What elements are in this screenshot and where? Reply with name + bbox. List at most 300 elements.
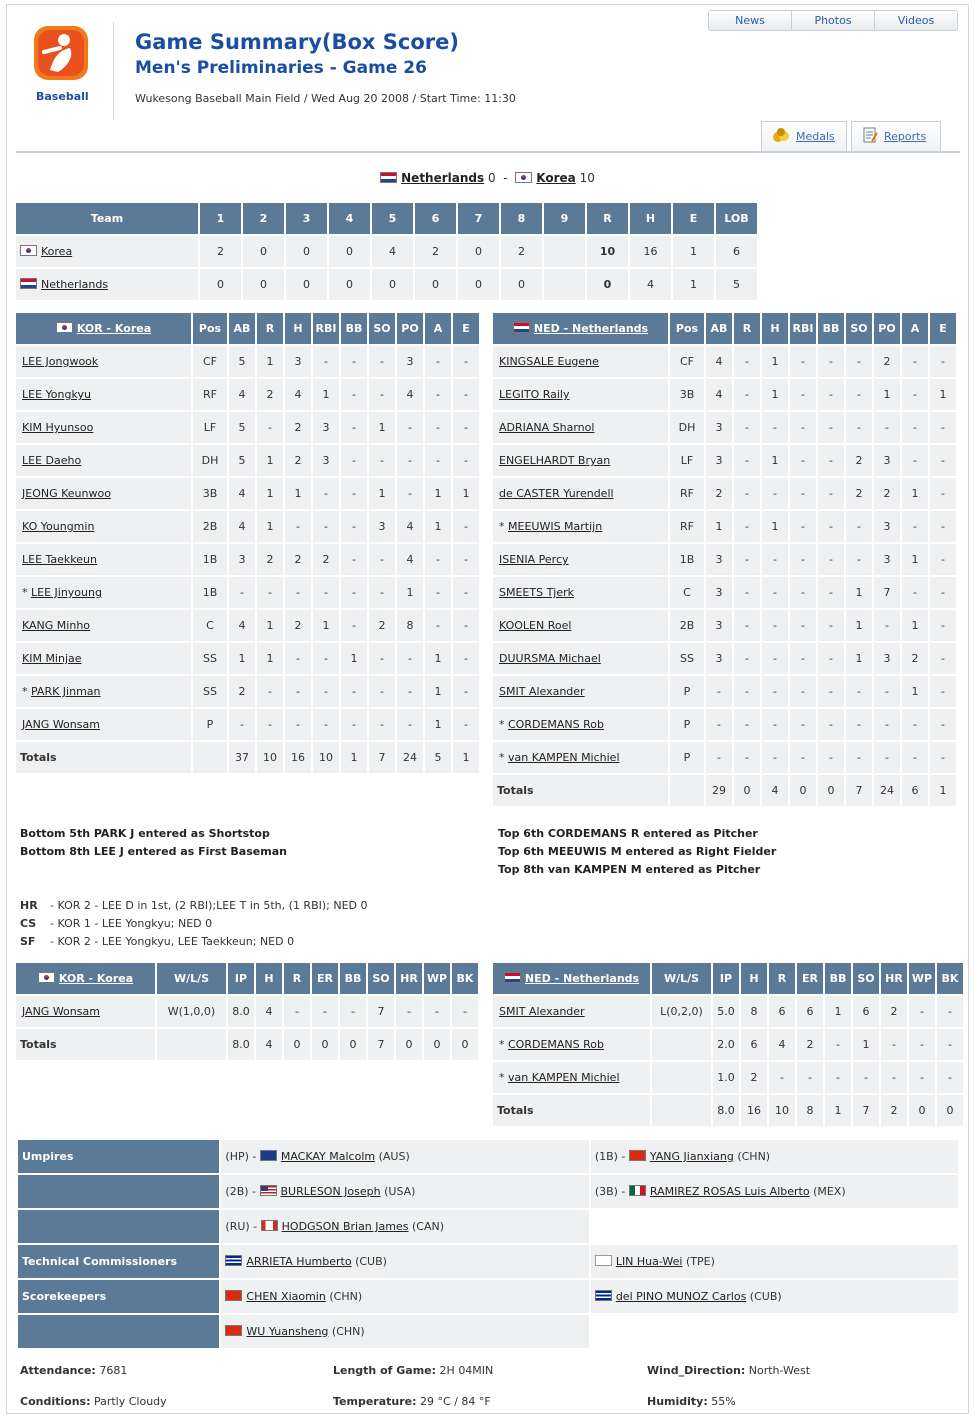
team-link[interactable]: NED - Netherlands	[533, 322, 649, 335]
player-link[interactable]: LEE Yongkyu	[22, 388, 91, 401]
stat-cell: -	[452, 996, 478, 1027]
stat-cell: -	[790, 511, 816, 542]
stat-cell: -	[341, 511, 367, 542]
stat-cell: -	[762, 478, 788, 509]
total-cell: 8.0	[713, 1095, 739, 1126]
stat-cell: -	[874, 610, 900, 641]
stat-column-header: AB	[229, 313, 255, 344]
linescore-col-header: LOB	[716, 203, 757, 234]
stat-cell: -	[846, 379, 872, 410]
official-country: (CUB)	[746, 1290, 782, 1303]
total-cell: 16	[285, 742, 311, 773]
stat-cell: 1	[425, 643, 451, 674]
linescore-col-header: E	[673, 203, 714, 234]
stat-cell: -	[285, 577, 311, 608]
empty-cell	[591, 1315, 958, 1348]
player-link[interactable]: LEGITO Raily	[499, 388, 570, 401]
player-link[interactable]: LEE Taekkeun	[22, 553, 97, 566]
stat-cell: 4	[229, 511, 255, 542]
official-country: (CAN)	[408, 1220, 444, 1233]
stat-cell: -	[762, 676, 788, 707]
official-link[interactable]: LIN Hua-Wei	[615, 1255, 683, 1268]
totals-row	[16, 742, 479, 773]
linescore-cell: 0	[243, 236, 284, 267]
stat-cell: -	[818, 742, 844, 773]
stat-cell: -	[790, 643, 816, 674]
player-link[interactable]: van KAMPEN Michiel	[508, 751, 620, 764]
total-cell: 10	[769, 1095, 795, 1126]
stat-cell: 4	[229, 478, 255, 509]
score-separator: -	[503, 171, 508, 185]
stat-cell: L(0,2,0)	[652, 996, 711, 1027]
official-cell	[221, 1280, 588, 1313]
ned-flag-icon	[504, 972, 521, 983]
player-cell	[16, 996, 155, 1027]
stat-cell: 3	[706, 643, 732, 674]
stat-cell: -	[453, 676, 479, 707]
kor-pitching-team-header	[16, 963, 155, 994]
player-link[interactable]: MEEUWIS Martijn	[508, 520, 603, 533]
team-link[interactable]: KOR - Korea	[76, 322, 152, 335]
team2-link[interactable]: Korea	[536, 171, 576, 185]
stat-cell: -	[790, 346, 816, 377]
player-row	[16, 346, 479, 377]
stat-cell: -	[706, 709, 732, 740]
cub-flag-icon	[225, 1255, 242, 1266]
player-cell	[16, 610, 191, 641]
stat-cell: P	[193, 709, 227, 740]
stat-cell: 1	[846, 643, 872, 674]
linescore-col-header: 6	[415, 203, 456, 234]
stat-cell: 1	[902, 610, 928, 641]
stat-cell: 1	[902, 544, 928, 575]
player-link[interactable]: CORDEMANS Rob	[508, 718, 604, 731]
substitute-marker: *	[22, 586, 31, 599]
stat-cell: -	[285, 643, 311, 674]
stat-cell: -	[902, 346, 928, 377]
team-link[interactable]: KOR - Korea	[58, 972, 134, 985]
stat-cell: -	[937, 996, 963, 1027]
stat-cell: -	[818, 577, 844, 608]
stat-cell: 3	[706, 445, 732, 476]
can-flag-icon	[261, 1220, 278, 1231]
wind-direction-label: Wind_Direction:	[647, 1364, 746, 1377]
team-link[interactable]: Korea	[41, 245, 73, 258]
total-cell: 0	[396, 1029, 422, 1060]
stat-cell: -	[818, 346, 844, 377]
officials-role	[18, 1175, 219, 1208]
stat-column-header: R	[734, 313, 760, 344]
player-link[interactable]: LEE Jinyoung	[31, 586, 102, 599]
official-cell	[591, 1175, 958, 1208]
player-cell	[493, 1029, 650, 1060]
linescore-cell: 0	[243, 269, 284, 300]
player-cell	[16, 676, 191, 707]
total-cell: 0	[312, 1029, 338, 1060]
stat-cell: -	[425, 445, 451, 476]
linescore-row	[16, 236, 757, 267]
player-row	[16, 544, 479, 575]
tab-news[interactable]: News	[709, 11, 792, 30]
stat-cell: -	[846, 544, 872, 575]
stat-cell: -	[818, 379, 844, 410]
linescore-row	[16, 269, 757, 300]
netherlands-batting-table	[491, 311, 958, 808]
total-cell: 0	[340, 1029, 366, 1060]
total-cell: 7	[846, 775, 872, 806]
linescore-col-header: 8	[501, 203, 542, 234]
stat-cell: -	[790, 544, 816, 575]
stat-cell: 3	[706, 412, 732, 443]
stat-cell: 1	[762, 379, 788, 410]
stat-cell: CF	[193, 346, 227, 377]
player-link[interactable]: LEE Daeho	[22, 454, 82, 467]
stat-cell: -	[341, 709, 367, 740]
stat-cell: 4	[706, 379, 732, 410]
total-cell: 0	[734, 775, 760, 806]
tab-photos[interactable]: Photos	[792, 11, 875, 30]
linescore-cell: 0	[329, 236, 370, 267]
substitute-marker: *	[499, 1038, 508, 1051]
stat-cell: -	[818, 709, 844, 740]
stat-column-header: AB	[706, 313, 732, 344]
stat-cell: 2	[285, 610, 311, 641]
stat-cell: 2	[285, 445, 311, 476]
substitute-marker: *	[499, 751, 508, 764]
official-cell	[221, 1245, 588, 1278]
player-cell	[16, 643, 191, 674]
stat-cell: -	[790, 412, 816, 443]
player-link[interactable]: de CASTER Yurendell	[499, 487, 614, 500]
stat-cell: -	[369, 676, 395, 707]
total-cell: 7	[369, 742, 395, 773]
reports-button[interactable]	[851, 121, 941, 151]
player-link[interactable]: SMIT Alexander	[499, 1005, 585, 1018]
player-link[interactable]: DUURSMA Michael	[499, 652, 601, 665]
stat-cell: 5	[229, 445, 255, 476]
player-link[interactable]: LEE Jongwook	[22, 355, 99, 368]
player-row	[493, 577, 956, 608]
official-link[interactable]: BURLESON Joseph	[280, 1185, 381, 1198]
official-link[interactable]: WU Yuansheng	[246, 1325, 329, 1338]
stat-cell: -	[341, 346, 367, 377]
stat-cell: -	[909, 996, 935, 1027]
stat-cell: 3	[369, 511, 395, 542]
player-link[interactable]: van KAMPEN Michiel	[508, 1071, 620, 1084]
stat-cell: -	[369, 346, 395, 377]
stat-cell: -	[902, 577, 928, 608]
stat-cell: -	[453, 610, 479, 641]
stat-cell: 1	[762, 445, 788, 476]
team1-link[interactable]: Netherlands	[401, 171, 485, 185]
team-link[interactable]: NED - Netherlands	[524, 972, 640, 985]
official-link[interactable]: YANG Jianxiang	[649, 1150, 734, 1163]
total-cell: 2	[881, 1095, 907, 1126]
stat-cell: -	[762, 643, 788, 674]
player-cell	[493, 643, 668, 674]
tab-videos[interactable]: Videos	[897, 14, 935, 27]
totals-label: Totals	[493, 775, 668, 806]
stat-cell: 4	[229, 379, 255, 410]
player-cell	[493, 346, 668, 377]
sub-note: Top 6th MEEUWIS M entered as Right Fielder	[498, 845, 777, 858]
stat-cell: 1	[257, 346, 283, 377]
stat-cell: 1	[762, 511, 788, 542]
stat-cell: 1	[257, 511, 283, 542]
stat-cell: -	[257, 709, 283, 740]
total-cell: 0	[284, 1029, 310, 1060]
player-link[interactable]: KOOLEN Roel	[499, 619, 572, 632]
attendance	[20, 1364, 127, 1377]
official-link[interactable]: del PINO MUNOZ Carlos	[615, 1290, 747, 1303]
stat-cell: -	[930, 676, 956, 707]
stat-cell: 4	[285, 379, 311, 410]
player-row	[493, 1062, 963, 1093]
linescore-col-header: 3	[286, 203, 327, 234]
stat-text: - KOR 2 - LEE Yongkyu, LEE Taekkeun; NED 0	[50, 935, 295, 948]
stat-cell: -	[734, 676, 760, 707]
stat-column-header: A	[425, 313, 451, 344]
total-cell: 7	[368, 1029, 394, 1060]
player-link[interactable]: ADRIANA Sharnol	[499, 421, 595, 434]
stat-text: - KOR 1 - LEE Yongkyu; NED 0	[50, 917, 213, 930]
official-position: (2B) -	[225, 1185, 260, 1198]
stat-cell: 1B	[670, 544, 704, 575]
stat-cell: -	[909, 1029, 935, 1060]
linescore-cell: 1	[673, 236, 714, 267]
player-row	[493, 996, 963, 1027]
player-cell	[493, 478, 668, 509]
stat-cell: -	[790, 478, 816, 509]
player-link[interactable]: KINGSALE Eugene	[499, 355, 599, 368]
stat-column-header: SO	[853, 963, 879, 994]
stat-cell: -	[790, 742, 816, 773]
stat-cell: -	[706, 742, 732, 773]
official-cell	[591, 1140, 958, 1173]
stat-cell: 1	[257, 478, 283, 509]
kor-flag-icon	[38, 972, 55, 983]
player-link[interactable]: ENGELHARDT Bryan	[499, 454, 611, 467]
stat-cell: -	[453, 544, 479, 575]
stat-cell: 2	[846, 478, 872, 509]
linescore-col-header: 7	[458, 203, 499, 234]
stat-cell: -	[818, 412, 844, 443]
stat-cell: 3	[229, 544, 255, 575]
stat-cell: -	[846, 742, 872, 773]
conditions	[20, 1395, 167, 1408]
official-link[interactable]: RAMIREZ ROSAS Luis Alberto	[649, 1185, 810, 1198]
humidity-value: 55%	[711, 1395, 736, 1408]
total-cell: 4	[256, 1029, 282, 1060]
stat-cell: -	[818, 445, 844, 476]
korea-pitching-table	[14, 961, 480, 1062]
linescore-cell: 4	[372, 236, 413, 267]
player-row	[16, 412, 479, 443]
player-link[interactable]: JEONG Keunwoo	[22, 487, 111, 500]
stat-cell: -	[341, 445, 367, 476]
stat-cell: C	[193, 610, 227, 641]
ned-pitching-team-header	[493, 963, 650, 994]
stat-cell: 6	[769, 996, 795, 1027]
player-link[interactable]: CORDEMANS Rob	[508, 1038, 604, 1051]
linescore-team-cell	[16, 236, 198, 267]
player-link[interactable]: KIM Hyunsoo	[22, 421, 94, 434]
officials-row	[18, 1175, 958, 1208]
stat-cell: 1	[706, 511, 732, 542]
stat-cell: -	[818, 511, 844, 542]
total-cell: 5	[425, 742, 451, 773]
aus-flag-icon	[260, 1150, 277, 1161]
stat-cell: 2	[313, 544, 339, 575]
stat-column-header: ER	[797, 963, 823, 994]
player-cell	[16, 478, 191, 509]
total-cell: 8	[797, 1095, 823, 1126]
linescore-cell: 0	[286, 236, 327, 267]
total-cell: 6	[902, 775, 928, 806]
linescore-cell: 6	[716, 236, 757, 267]
total-cell	[652, 1095, 711, 1126]
official-link[interactable]: HODGSON Brian James	[281, 1220, 409, 1233]
stat-cell: 3	[706, 577, 732, 608]
player-link[interactable]: JANG Wonsam	[22, 718, 100, 731]
stat-cell: -	[734, 346, 760, 377]
stat-cell: 1	[825, 996, 851, 1027]
stat-cell: 4	[397, 511, 423, 542]
linescore-cell: 0	[286, 269, 327, 300]
official-cell	[221, 1315, 588, 1348]
stat-column-header: WP	[424, 963, 450, 994]
player-row	[493, 379, 956, 410]
player-cell	[16, 412, 191, 443]
stat-cell: -	[453, 511, 479, 542]
total-cell	[193, 742, 227, 773]
stat-cell: -	[397, 643, 423, 674]
linescore-cell	[544, 236, 585, 267]
stat-cell: -	[340, 996, 366, 1027]
player-link[interactable]: JANG Wonsam	[22, 1005, 100, 1018]
stat-column-header: HR	[881, 963, 907, 994]
humidity-label: Humidity:	[647, 1395, 708, 1408]
stat-cell: -	[874, 742, 900, 773]
temperature	[333, 1395, 491, 1408]
total-cell: 0	[424, 1029, 450, 1060]
stat-column-header: RBI	[790, 313, 816, 344]
stat-cell: -	[790, 445, 816, 476]
stat-column-header: SO	[368, 963, 394, 994]
player-cell	[16, 511, 191, 542]
chn-flag-icon	[225, 1325, 242, 1336]
stat-cell: -	[734, 544, 760, 575]
total-cell: 1	[930, 775, 956, 806]
player-row	[493, 346, 956, 377]
player-row	[493, 709, 956, 740]
stat-cell: -	[257, 577, 283, 608]
linescore-col-header: H	[630, 203, 671, 234]
team-column-header: Team	[16, 203, 198, 234]
official-link[interactable]: CHEN Xiaomin	[246, 1290, 326, 1303]
stat-cell: 2B	[670, 610, 704, 641]
player-row	[493, 610, 956, 641]
linescore-cell	[544, 269, 585, 300]
stat-column-header: IP	[713, 963, 739, 994]
stat-cell	[652, 1062, 711, 1093]
stat-cell: 1B	[193, 577, 227, 608]
total-cell: 10	[313, 742, 339, 773]
empty-cell	[591, 1210, 958, 1243]
cub-flag-icon	[595, 1290, 612, 1301]
player-link[interactable]: KIM Minjae	[22, 652, 82, 665]
player-row	[16, 511, 479, 542]
team-link[interactable]: Netherlands	[41, 278, 109, 291]
official-link[interactable]: ARRIETA Humberto	[246, 1255, 352, 1268]
official-cell	[221, 1210, 588, 1243]
stat-cell: RF	[193, 379, 227, 410]
stat-cell: 7	[874, 577, 900, 608]
stat-cell: 4	[397, 379, 423, 410]
stat-cell: 2	[741, 1062, 767, 1093]
stat-cell: -	[874, 412, 900, 443]
stat-text: - KOR 2 - LEE D in 1st, (2 RBI);LEE T in 5th, (1 RBI); NED 0	[50, 899, 368, 912]
game-length	[333, 1364, 493, 1377]
stat-cell: -	[930, 478, 956, 509]
netherlands-pitching-table	[491, 961, 965, 1128]
conditions-value: Partly Cloudy	[93, 1395, 167, 1408]
stat-cell: 2	[881, 996, 907, 1027]
medals-button[interactable]	[761, 121, 847, 151]
stat-cell: -	[341, 676, 367, 707]
player-link[interactable]: SMIT Alexander	[499, 685, 585, 698]
stat-column-header: SO	[369, 313, 395, 344]
player-row	[16, 610, 479, 641]
stat-cell: 1	[853, 1029, 879, 1060]
player-row	[493, 412, 956, 443]
team1-score: 0	[487, 171, 496, 185]
stat-cell: -	[930, 610, 956, 641]
stat-cell: 2	[257, 379, 283, 410]
stat-cell: 6	[853, 996, 879, 1027]
player-link[interactable]: KANG Minho	[22, 619, 91, 632]
player-link[interactable]: SMEETS Tjerk	[499, 586, 575, 599]
stat-cell: -	[846, 676, 872, 707]
stat-cell: 4	[706, 346, 732, 377]
stat-cell: 2	[706, 478, 732, 509]
stat-cell: 2	[846, 445, 872, 476]
stat-cell: 1	[257, 445, 283, 476]
stat-cell: 1	[341, 643, 367, 674]
official-link[interactable]: MACKAY Malcolm	[280, 1150, 376, 1163]
stat-cell: DH	[670, 412, 704, 443]
player-cell	[493, 577, 668, 608]
officials-role: Scorekeepers	[18, 1280, 219, 1313]
player-cell	[493, 996, 650, 1027]
stat-cell: P	[670, 709, 704, 740]
player-cell	[16, 346, 191, 377]
player-link[interactable]: ISENIA Percy	[499, 553, 569, 566]
player-cell	[16, 445, 191, 476]
header-rule	[16, 151, 960, 153]
kor-flag-icon	[56, 322, 73, 333]
player-row	[493, 445, 956, 476]
attendance-value: 7681	[99, 1364, 128, 1377]
stat-cell: -	[341, 412, 367, 443]
linescore-cell: 0	[415, 269, 456, 300]
player-row	[16, 445, 479, 476]
stat-column-header: E	[453, 313, 479, 344]
stat-column-header: BK	[937, 963, 963, 994]
player-link[interactable]: PARK Jinman	[31, 685, 101, 698]
official-position: (1B) -	[594, 1150, 629, 1163]
player-link[interactable]: KO Youngmin	[22, 520, 95, 533]
